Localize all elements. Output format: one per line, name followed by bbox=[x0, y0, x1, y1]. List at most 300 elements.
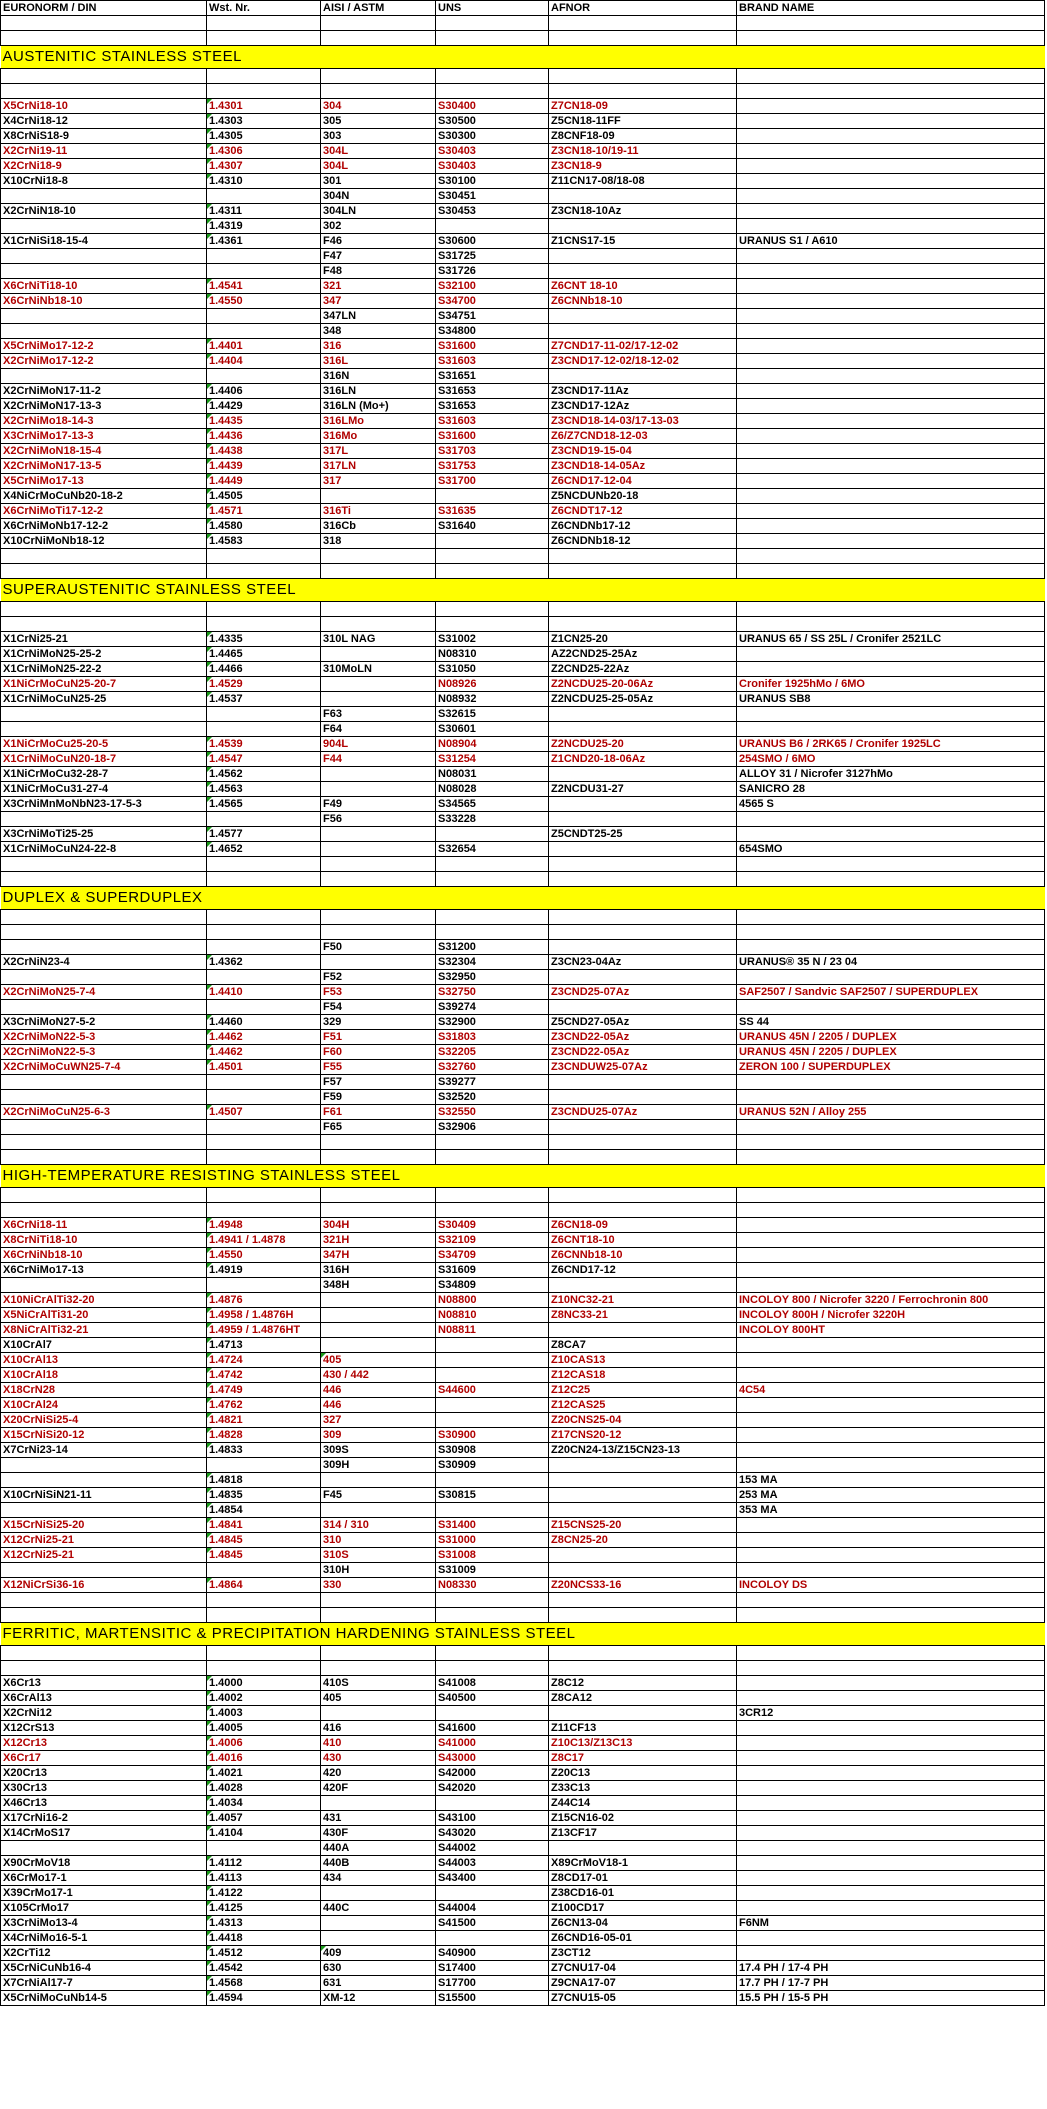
cell-aisi-astm bbox=[321, 1533, 436, 1548]
blank-cell bbox=[207, 910, 321, 925]
cell-werkstoff-nr bbox=[207, 1916, 321, 1931]
cell-value: 1.4305 bbox=[209, 130, 243, 142]
cell-uns bbox=[436, 534, 549, 549]
cell-value: S31600 bbox=[438, 340, 476, 352]
cell-brand-name bbox=[737, 1706, 1045, 1721]
table-row bbox=[1, 677, 1045, 692]
cell-value: S32950 bbox=[438, 971, 476, 983]
cell-value: X6Cr17 bbox=[3, 1752, 41, 1764]
cell-value: S30100 bbox=[438, 175, 476, 187]
cell-value: X12CrNi25-21 bbox=[3, 1549, 74, 1561]
blank-cell bbox=[436, 564, 549, 579]
cell-value: X2CrTi12 bbox=[3, 1947, 51, 1959]
comment-marker-icon bbox=[207, 677, 212, 682]
cell-value: Z3CND17-11Az bbox=[551, 385, 629, 397]
blank-cell bbox=[321, 602, 436, 617]
cell-value: 440B bbox=[323, 1857, 350, 1869]
cell-value: Z12CAS18 bbox=[551, 1369, 606, 1381]
cell-brand-name bbox=[737, 1676, 1045, 1691]
cell-value: X7CrNi23-14 bbox=[3, 1444, 68, 1456]
cell-value: Z20CNS25-04 bbox=[551, 1414, 622, 1426]
cell-value: 316L bbox=[323, 355, 349, 367]
cell-aisi-astm bbox=[321, 647, 436, 662]
cell-aisi-astm bbox=[321, 414, 436, 429]
cell-euronorm-din bbox=[1, 1548, 207, 1563]
blank-cell bbox=[737, 602, 1045, 617]
blank-cell bbox=[1, 549, 207, 564]
cell-afnor bbox=[549, 1428, 737, 1443]
cell-aisi-astm bbox=[321, 985, 436, 1000]
cell-value: S32109 bbox=[438, 1234, 476, 1246]
cell-uns bbox=[436, 459, 549, 474]
cell-value: 153 MA bbox=[739, 1474, 778, 1486]
cell-aisi-astm bbox=[321, 1278, 436, 1293]
cell-aisi-astm bbox=[321, 1856, 436, 1871]
cell-werkstoff-nr bbox=[207, 1856, 321, 1871]
cell-euronorm-din bbox=[1, 159, 207, 174]
cell-value: 1.4562 bbox=[209, 768, 243, 780]
blank-cell bbox=[207, 872, 321, 887]
cell-euronorm-din bbox=[1, 1060, 207, 1075]
cell-value: Z3CN18-10Az bbox=[551, 205, 622, 217]
header-row bbox=[1, 1, 1045, 16]
cell-value: 1.4465 bbox=[209, 648, 243, 660]
cell-aisi-astm bbox=[321, 1976, 436, 1991]
cell-value: Z5CN18-11FF bbox=[551, 115, 621, 127]
cell-aisi-astm bbox=[321, 752, 436, 767]
cell-value: 1.4550 bbox=[209, 1249, 243, 1261]
blank-cell bbox=[321, 1608, 436, 1623]
cell-value: F61 bbox=[323, 1106, 342, 1118]
cell-afnor bbox=[549, 1488, 737, 1503]
blank-cell bbox=[207, 1150, 321, 1165]
cell-afnor bbox=[549, 1293, 737, 1308]
cell-value: SANICRO 28 bbox=[739, 783, 806, 795]
cell-value: Z20NCS33-16 bbox=[551, 1579, 622, 1591]
cell-value: 631 bbox=[323, 1977, 342, 1989]
table-row bbox=[1, 1841, 1045, 1856]
cell-value: N08932 bbox=[438, 693, 477, 705]
cell-afnor bbox=[549, 1811, 737, 1826]
cell-werkstoff-nr bbox=[207, 1811, 321, 1826]
cell-uns bbox=[436, 1105, 549, 1120]
blank-cell bbox=[436, 1646, 549, 1661]
cell-uns bbox=[436, 1413, 549, 1428]
cell-brand-name bbox=[737, 1886, 1045, 1901]
cell-value: 1.4818 bbox=[209, 1474, 243, 1486]
cell-value: X39CrMo17-1 bbox=[3, 1887, 73, 1899]
cell-werkstoff-nr bbox=[207, 737, 321, 752]
cell-value: URANUS 65 / SS 25L / Cronifer 2521LC bbox=[739, 633, 942, 645]
cell-value: 420F bbox=[323, 1782, 349, 1794]
table-row bbox=[1, 1323, 1045, 1338]
cell-value: X2CrNiMoN22-5-3 bbox=[3, 1046, 96, 1058]
cell-value: 301 bbox=[323, 175, 342, 187]
cell-euronorm-din bbox=[1, 309, 207, 324]
section-header-row bbox=[1, 1623, 1045, 1646]
cell-brand-name bbox=[737, 782, 1045, 797]
cell-uns bbox=[436, 1488, 549, 1503]
cell-aisi-astm bbox=[321, 1000, 436, 1015]
cell-brand-name bbox=[737, 692, 1045, 707]
cell-aisi-astm bbox=[321, 1030, 436, 1045]
cell-aisi-astm bbox=[321, 812, 436, 827]
cell-uns bbox=[436, 1338, 549, 1353]
cell-value: X10CrAl24 bbox=[3, 1399, 59, 1411]
cell-value: F46 bbox=[323, 235, 342, 247]
cell-value: S31603 bbox=[438, 415, 476, 427]
cell-value: X3CrNiMoN27-5-2 bbox=[3, 1016, 96, 1028]
cell-werkstoff-nr bbox=[207, 1015, 321, 1030]
cell-value: X105CrMo17 bbox=[3, 1902, 70, 1914]
table-row bbox=[1, 174, 1045, 189]
cell-euronorm-din bbox=[1, 1443, 207, 1458]
cell-value: 1.4821 bbox=[209, 1414, 243, 1426]
blank-cell bbox=[321, 910, 436, 925]
blank-cell bbox=[321, 549, 436, 564]
cell-value: S32304 bbox=[438, 956, 476, 968]
cell-value: 630 bbox=[323, 1962, 342, 1974]
table-row bbox=[1, 459, 1045, 474]
cell-afnor bbox=[549, 1691, 737, 1706]
table-row bbox=[1, 1060, 1045, 1075]
comment-marker-icon bbox=[207, 827, 212, 832]
cell-euronorm-din bbox=[1, 1045, 207, 1060]
cell-value: Z6CN13-04 bbox=[551, 1917, 608, 1929]
comment-marker-icon bbox=[207, 1473, 212, 1478]
cell-werkstoff-nr bbox=[207, 1473, 321, 1488]
cell-value: URANUS 52N / Alloy 255 bbox=[739, 1106, 867, 1118]
cell-aisi-astm bbox=[321, 782, 436, 797]
cell-euronorm-din bbox=[1, 1015, 207, 1030]
blank-cell bbox=[549, 31, 737, 46]
cell-value: 1.4361 bbox=[209, 235, 243, 247]
cell-value: S31002 bbox=[438, 633, 476, 645]
cell-value: URANUS 45N / 2205 / DUPLEX bbox=[739, 1031, 897, 1043]
cell-afnor bbox=[549, 970, 737, 985]
cell-uns bbox=[436, 1901, 549, 1916]
cell-value: Z8C17 bbox=[551, 1752, 585, 1764]
cell-afnor bbox=[549, 1886, 737, 1901]
cell-value: 1.4104 bbox=[209, 1827, 243, 1839]
cell-brand-name bbox=[737, 264, 1045, 279]
cell-value: S32100 bbox=[438, 280, 476, 292]
cell-value: SAF2507 / Sandvic SAF2507 / SUPERDUPLEX bbox=[739, 986, 979, 998]
cell-euronorm-din bbox=[1, 1090, 207, 1105]
table-row bbox=[1, 1751, 1045, 1766]
cell-brand-name bbox=[737, 534, 1045, 549]
cell-value: XM-12 bbox=[323, 1992, 356, 2004]
cell-value: X1CrNiMoCuN20-18-7 bbox=[3, 753, 117, 765]
cell-uns bbox=[436, 114, 549, 129]
cell-werkstoff-nr bbox=[207, 782, 321, 797]
cell-value: S17400 bbox=[438, 1962, 476, 1974]
blank-cell bbox=[737, 1593, 1045, 1608]
cell-euronorm-din bbox=[1, 219, 207, 234]
blank-cell bbox=[549, 1150, 737, 1165]
cell-werkstoff-nr bbox=[207, 1263, 321, 1278]
cell-value: Z5CND27-05Az bbox=[551, 1016, 630, 1028]
cell-uns bbox=[436, 1218, 549, 1233]
cell-afnor bbox=[549, 339, 737, 354]
cell-value: S31640 bbox=[438, 520, 476, 532]
cell-value: X6CrNiMoTi17-12-2 bbox=[3, 505, 104, 517]
comment-marker-icon bbox=[207, 489, 212, 494]
cell-brand-name bbox=[737, 234, 1045, 249]
cell-value: Z6CND17-12-04 bbox=[551, 475, 632, 487]
cell-werkstoff-nr bbox=[207, 1533, 321, 1548]
cell-value: Z3CND22-05Az bbox=[551, 1046, 630, 1058]
cell-euronorm-din bbox=[1, 1398, 207, 1413]
cell-aisi-astm bbox=[321, 1751, 436, 1766]
cell-werkstoff-nr bbox=[207, 1413, 321, 1428]
cell-value: 1.4854 bbox=[209, 1504, 243, 1516]
cell-value: X1NiCrMoCu31-27-4 bbox=[3, 783, 109, 795]
cell-werkstoff-nr bbox=[207, 1871, 321, 1886]
table-row bbox=[1, 1473, 1045, 1488]
blank-row bbox=[1, 1646, 1045, 1661]
cell-brand-name bbox=[737, 767, 1045, 782]
comment-marker-icon bbox=[207, 797, 212, 802]
cell-werkstoff-nr bbox=[207, 354, 321, 369]
cell-werkstoff-nr bbox=[207, 459, 321, 474]
cell-value: 253 MA bbox=[739, 1489, 778, 1501]
cell-value: 1.4845 bbox=[209, 1534, 243, 1546]
cell-value: X10CrNi18-8 bbox=[3, 175, 68, 187]
cell-value: S31008 bbox=[438, 1549, 476, 1561]
cell-uns bbox=[436, 1000, 549, 1015]
blank-cell bbox=[436, 84, 549, 99]
cell-afnor bbox=[549, 1856, 737, 1871]
cell-euronorm-din bbox=[1, 1676, 207, 1691]
table-row bbox=[1, 1676, 1045, 1691]
cell-werkstoff-nr bbox=[207, 234, 321, 249]
cell-value: Z2NCDU31-27 bbox=[551, 783, 624, 795]
cell-value: Z6CNDT17-12 bbox=[551, 505, 623, 517]
cell-aisi-astm bbox=[321, 1518, 436, 1533]
cell-aisi-astm bbox=[321, 722, 436, 737]
cell-value: X6CrNiMo17-13 bbox=[3, 1264, 84, 1276]
cell-value: 1.4000 bbox=[209, 1677, 243, 1689]
cell-value: 1.4919 bbox=[209, 1264, 243, 1276]
cell-euronorm-din bbox=[1, 677, 207, 692]
cell-afnor bbox=[549, 1045, 737, 1060]
cell-value: Z7CNU17-04 bbox=[551, 1962, 616, 1974]
cell-uns bbox=[436, 279, 549, 294]
cell-aisi-astm bbox=[321, 1045, 436, 1060]
cell-value: S42020 bbox=[438, 1782, 476, 1794]
table-row bbox=[1, 1856, 1045, 1871]
cell-werkstoff-nr bbox=[207, 339, 321, 354]
cell-afnor bbox=[549, 1060, 737, 1075]
cell-brand-name bbox=[737, 1871, 1045, 1886]
blank-cell bbox=[321, 1203, 436, 1218]
cell-euronorm-din bbox=[1, 1916, 207, 1931]
cell-value: 302 bbox=[323, 220, 342, 232]
cell-afnor bbox=[549, 1946, 737, 1961]
cell-value: 1.4580 bbox=[209, 520, 243, 532]
cell-euronorm-din bbox=[1, 1000, 207, 1015]
cell-value: S30453 bbox=[438, 205, 476, 217]
cell-value: F59 bbox=[323, 1091, 342, 1103]
cell-brand-name bbox=[737, 1856, 1045, 1871]
cell-brand-name bbox=[737, 1473, 1045, 1488]
cell-werkstoff-nr bbox=[207, 1105, 321, 1120]
cell-value: 1.4306 bbox=[209, 145, 243, 157]
cell-afnor bbox=[549, 279, 737, 294]
cell-aisi-astm bbox=[321, 1458, 436, 1473]
cell-value: X12NiCrSi36-16 bbox=[3, 1579, 85, 1591]
cell-brand-name bbox=[737, 1901, 1045, 1916]
cell-value: 1.4512 bbox=[209, 1947, 243, 1959]
blank-cell bbox=[321, 84, 436, 99]
cell-werkstoff-nr bbox=[207, 1338, 321, 1353]
cell-brand-name bbox=[737, 144, 1045, 159]
cell-value: 440C bbox=[323, 1902, 350, 1914]
cell-brand-name bbox=[737, 1488, 1045, 1503]
cell-value: S31200 bbox=[438, 941, 476, 953]
cell-value: X8CrNiS18-9 bbox=[3, 130, 70, 142]
cell-value: X6CrNiMoNb17-12-2 bbox=[3, 520, 109, 532]
cell-uns bbox=[436, 99, 549, 114]
cell-value: 316Mo bbox=[323, 430, 358, 442]
cell-afnor bbox=[549, 204, 737, 219]
cell-afnor bbox=[549, 1871, 737, 1886]
cell-uns bbox=[436, 1563, 549, 1578]
cell-euronorm-din bbox=[1, 1353, 207, 1368]
cell-brand-name bbox=[737, 189, 1045, 204]
cell-brand-name bbox=[737, 429, 1045, 444]
cell-brand-name bbox=[737, 1781, 1045, 1796]
cell-value: 304LN bbox=[323, 205, 357, 217]
table-row bbox=[1, 767, 1045, 782]
cell-werkstoff-nr bbox=[207, 114, 321, 129]
cell-aisi-astm bbox=[321, 1248, 436, 1263]
cell-brand-name bbox=[737, 797, 1045, 812]
cell-brand-name bbox=[737, 249, 1045, 264]
cell-aisi-astm bbox=[321, 1578, 436, 1593]
cell-value: Z6CND16-05-01 bbox=[551, 1932, 632, 1944]
cell-value: X4CrNiMo16-5-1 bbox=[3, 1932, 88, 1944]
table-row bbox=[1, 1218, 1045, 1233]
cell-brand-name bbox=[737, 985, 1045, 1000]
comment-marker-icon bbox=[207, 1916, 212, 1921]
cell-werkstoff-nr bbox=[207, 264, 321, 279]
comment-marker-icon bbox=[207, 1548, 212, 1553]
header-euronorm-din: EURONORM / DIN bbox=[1, 1, 207, 16]
cell-werkstoff-nr bbox=[207, 279, 321, 294]
comment-marker-icon bbox=[207, 294, 212, 299]
cell-aisi-astm bbox=[321, 249, 436, 264]
table-row bbox=[1, 1030, 1045, 1045]
cell-uns bbox=[436, 1706, 549, 1721]
cell-value: 1.4876 bbox=[209, 1294, 243, 1306]
cell-aisi-astm bbox=[321, 174, 436, 189]
cell-value: URANUS B6 / 2RK65 / Cronifer 1925LC bbox=[739, 738, 941, 750]
cell-uns bbox=[436, 144, 549, 159]
cell-uns bbox=[436, 1961, 549, 1976]
cell-aisi-astm bbox=[321, 204, 436, 219]
header-brand-name: BRAND NAME bbox=[737, 1, 1045, 16]
cell-euronorm-din bbox=[1, 429, 207, 444]
blank-row bbox=[1, 857, 1045, 872]
cell-aisi-astm bbox=[321, 1075, 436, 1090]
cell-aisi-astm bbox=[321, 632, 436, 647]
blank-cell bbox=[549, 1646, 737, 1661]
cell-afnor bbox=[549, 1781, 737, 1796]
cell-aisi-astm bbox=[321, 767, 436, 782]
cell-value: X2CrNiMoN25-7-4 bbox=[3, 986, 96, 998]
cell-value: 1.4438 bbox=[209, 445, 243, 457]
cell-brand-name bbox=[737, 1278, 1045, 1293]
blank-cell bbox=[207, 1135, 321, 1150]
cell-aisi-astm bbox=[321, 1503, 436, 1518]
cell-value: Z7CNU15-05 bbox=[551, 1992, 616, 2004]
table-row bbox=[1, 1248, 1045, 1263]
cell-value: 17.4 PH / 17-4 PH bbox=[739, 1962, 829, 1974]
cell-werkstoff-nr bbox=[207, 1443, 321, 1458]
cell-value: 316LN (Mo+) bbox=[323, 400, 389, 412]
table-row bbox=[1, 812, 1045, 827]
cell-afnor bbox=[549, 1443, 737, 1458]
comment-marker-icon bbox=[207, 1308, 212, 1313]
cell-value: S31050 bbox=[438, 663, 476, 675]
cell-value: X1NiCrMoCu32-28-7 bbox=[3, 768, 109, 780]
blank-cell bbox=[207, 1593, 321, 1608]
cell-value: 1.4301 bbox=[209, 100, 243, 112]
table-row bbox=[1, 752, 1045, 767]
cell-brand-name bbox=[737, 159, 1045, 174]
cell-value: 1.4401 bbox=[209, 340, 243, 352]
cell-werkstoff-nr bbox=[207, 632, 321, 647]
cell-euronorm-din bbox=[1, 399, 207, 414]
cell-werkstoff-nr bbox=[207, 1353, 321, 1368]
cell-werkstoff-nr bbox=[207, 444, 321, 459]
comment-marker-icon bbox=[207, 1871, 212, 1876]
cell-euronorm-din bbox=[1, 1473, 207, 1488]
cell-value: 316Cb bbox=[323, 520, 357, 532]
cell-werkstoff-nr bbox=[207, 722, 321, 737]
cell-aisi-astm bbox=[321, 324, 436, 339]
table-row bbox=[1, 662, 1045, 677]
blank-row bbox=[1, 1593, 1045, 1608]
cell-uns bbox=[436, 1428, 549, 1443]
blank-cell bbox=[207, 549, 321, 564]
cell-aisi-astm bbox=[321, 1218, 436, 1233]
cell-value: Z6CNDNb17-12 bbox=[551, 520, 631, 532]
cell-euronorm-din bbox=[1, 955, 207, 970]
cell-uns bbox=[436, 1841, 549, 1856]
cell-afnor bbox=[549, 1120, 737, 1135]
cell-aisi-astm bbox=[321, 534, 436, 549]
blank-cell bbox=[737, 31, 1045, 46]
table-row bbox=[1, 1781, 1045, 1796]
cell-uns bbox=[436, 204, 549, 219]
cell-value: S30409 bbox=[438, 1219, 476, 1231]
cell-value: X6Cr13 bbox=[3, 1677, 41, 1689]
blank-cell bbox=[321, 564, 436, 579]
cell-aisi-astm bbox=[321, 1428, 436, 1443]
cell-afnor bbox=[549, 1263, 737, 1278]
cell-brand-name bbox=[737, 955, 1045, 970]
cell-brand-name bbox=[737, 662, 1045, 677]
blank-cell bbox=[207, 1608, 321, 1623]
cell-aisi-astm bbox=[321, 1931, 436, 1946]
cell-value: Z6CNT 18-10 bbox=[551, 280, 618, 292]
blank-cell bbox=[549, 549, 737, 564]
cell-afnor bbox=[549, 1901, 737, 1916]
blank-cell bbox=[207, 602, 321, 617]
